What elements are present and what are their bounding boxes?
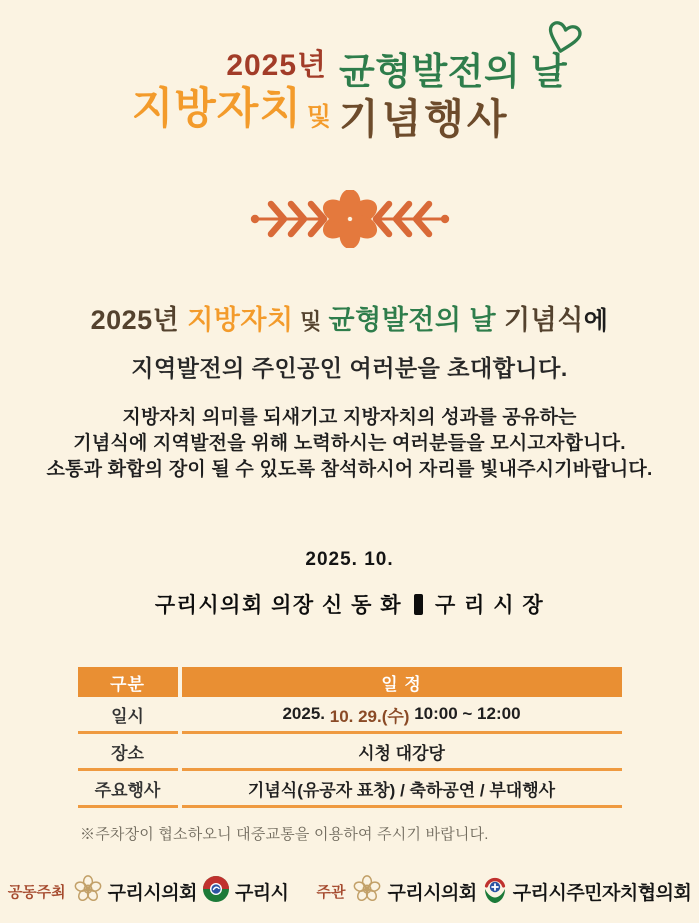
heart-icon	[541, 17, 585, 64]
datetime-year: 2025.	[282, 704, 330, 724]
title-year: 2025년	[226, 49, 328, 82]
hosts-bar	[0, 874, 699, 909]
title-left-column	[132, 40, 331, 131]
datetime-date: 10. 29.(수)	[329, 706, 410, 726]
heading-ceremony: 기념식	[496, 305, 584, 335]
title-balanced-development: 균형발전의 날	[339, 51, 568, 92]
body-line-2: 기념식에 지역발전을 위해 노력하시는 여러분들을 모시고자합니다.	[73, 433, 626, 455]
schedule-table	[78, 667, 622, 808]
organizer-label: 주관	[316, 884, 346, 902]
body-line-3: 소통과 화합의 장이 될 수 있도록 참석하시어 자리를 빛내주시기바랍니다.	[46, 459, 653, 481]
residents-association-logo-icon	[482, 874, 508, 909]
row-venue-label: 장소	[78, 734, 178, 771]
title-local-row	[131, 85, 332, 133]
row-events-value: 기념식(유공자 표창) / 축하공연 / 부대행사	[182, 771, 622, 808]
heading-balanced-development: 균형발전의 날	[328, 305, 497, 335]
heading-and: 및	[293, 309, 329, 334]
title-local-autonomy: 지방자치	[131, 85, 302, 133]
row-datetime-value	[182, 697, 622, 734]
row-events-label: 주요행사	[78, 771, 178, 808]
invitation-section	[0, 303, 699, 483]
datetime-time: 10:00 ~ 12:00	[409, 704, 521, 724]
organizer-org-council: 구리시의회	[387, 883, 477, 905]
invitation-body	[0, 405, 699, 483]
signature-council-chair: 구리시의회 의장 신 동 화	[154, 594, 403, 618]
title-event: 기념행사	[339, 96, 510, 142]
heading-suffix: 에	[583, 307, 609, 335]
title-right-column	[339, 53, 567, 140]
invitation-heading	[0, 303, 699, 338]
flower-branch-icon	[245, 235, 455, 252]
cohost-org-city: 구리시	[234, 883, 289, 905]
table-header-category: 구분	[78, 667, 178, 697]
council-seal-icon	[73, 874, 103, 909]
signature-mayor: 구 리 시 장	[435, 594, 545, 618]
ornament-divider	[0, 190, 699, 253]
invitation-subheading: 지역발전의 주인공인 여러분을 초대합니다.	[131, 355, 568, 382]
heading-local-autonomy: 지방자치	[187, 305, 294, 335]
council-seal-icon	[352, 874, 382, 909]
row-venue-value: 시청 대강당	[182, 734, 622, 771]
title-block	[0, 0, 699, 140]
body-line-1: 지방자치 의미를 되새기고 지방자치의 성과를 공유하는	[122, 407, 577, 429]
title-and: 및	[306, 102, 332, 131]
cohost-label: 공동주최	[7, 884, 66, 902]
signature-line	[0, 589, 699, 619]
signature-divider-bar	[414, 594, 423, 615]
event-date: 2025. 10.	[305, 549, 394, 571]
cohost-org-council: 구리시의회	[107, 883, 197, 905]
guri-city-logo-icon	[202, 875, 230, 908]
heading-year: 2025년	[90, 305, 188, 335]
table-header-schedule: 일 정	[182, 667, 622, 697]
parking-note: ※주차장이 협소하오니 대중교통을 이용하여 주시기 바랍니다.	[80, 826, 489, 844]
row-datetime-label: 일시	[78, 697, 178, 734]
organizer-org-residents: 구리시주민자치협의회	[512, 883, 692, 905]
